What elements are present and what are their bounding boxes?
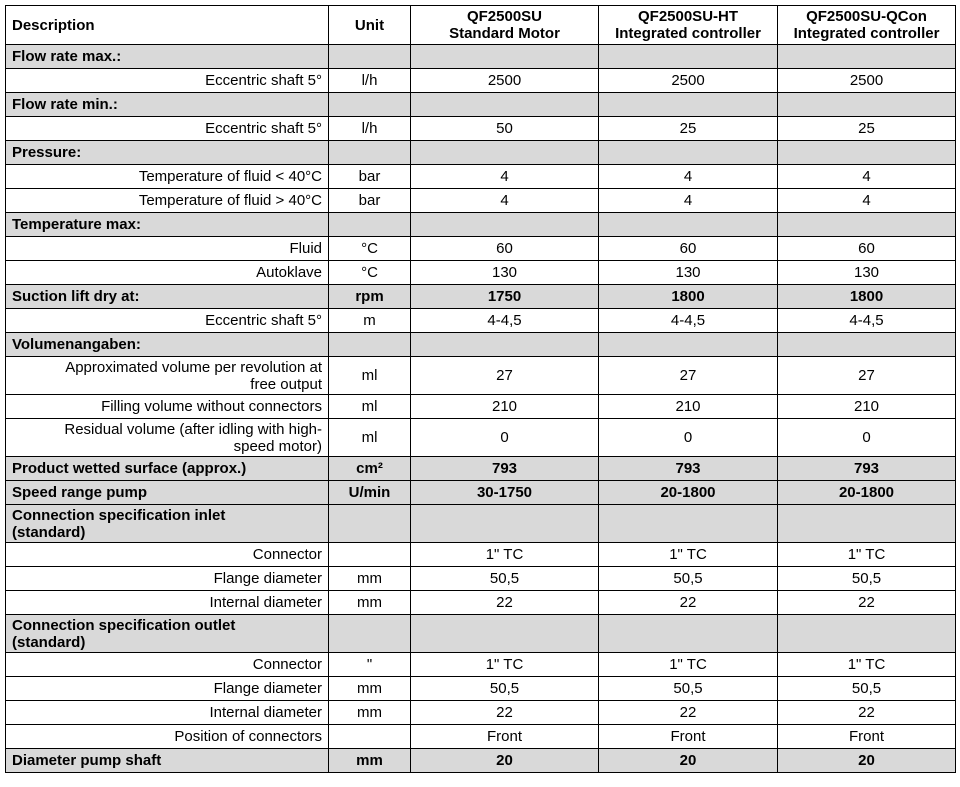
description-cell <box>6 457 329 481</box>
unit-cell <box>329 615 411 653</box>
description-cell <box>6 701 329 725</box>
description-cell <box>6 93 329 117</box>
unit-cell: mm <box>329 749 411 773</box>
description-cell <box>6 213 329 237</box>
value-cell-model-3 <box>778 141 956 165</box>
unit-cell: l/h <box>329 69 411 93</box>
description-cell <box>6 481 329 505</box>
model-name: QF2500SU-HT <box>637 8 739 25</box>
value-cell-model-3: 793 <box>778 457 956 481</box>
section-row <box>6 333 956 357</box>
value-cell-model-2: Front <box>599 725 778 749</box>
value-cell-model-1: 50,5 <box>411 567 599 591</box>
value-cell-model-2 <box>599 141 778 165</box>
unit-cell <box>329 333 411 357</box>
description-text: Approximated volume per revolution at <box>65 358 322 376</box>
value-cell-model-2 <box>599 93 778 117</box>
section-row <box>6 141 956 165</box>
section-row <box>6 615 956 653</box>
description-text: Eccentric shaft 5° <box>205 120 322 137</box>
value-cell-model-3: 0 <box>778 419 956 457</box>
unit-cell: " <box>329 653 411 677</box>
value-cell-model-2 <box>599 45 778 69</box>
description-cell <box>6 45 329 69</box>
unit-cell <box>329 725 411 749</box>
value-cell-model-3: Front <box>778 725 956 749</box>
value-cell-model-1: 4 <box>411 165 599 189</box>
value-cell-model-2: 130 <box>599 261 778 285</box>
value-cell-model-2: 22 <box>599 701 778 725</box>
unit-cell: bar <box>329 165 411 189</box>
unit-cell: U/min <box>329 481 411 505</box>
description-text: Connection specification inlet <box>12 506 226 524</box>
value-cell-model-3 <box>778 45 956 69</box>
model-variant: Integrated controller <box>615 25 761 42</box>
header-row <box>6 6 956 45</box>
value-cell-model-3 <box>778 615 956 653</box>
table-row <box>6 237 956 261</box>
value-cell-model-1: 1" TC <box>411 653 599 677</box>
value-cell-model-1 <box>411 615 599 653</box>
description-cell <box>6 141 329 165</box>
description-text: Connector <box>252 546 322 563</box>
value-cell-model-3: 50,5 <box>778 567 956 591</box>
unit-cell: l/h <box>329 117 411 141</box>
value-cell-model-3 <box>778 213 956 237</box>
section-row <box>6 481 956 505</box>
description-text: Temperature of fluid > 40°C <box>138 192 322 209</box>
table-row <box>6 117 956 141</box>
value-cell-model-1: 1750 <box>411 285 599 309</box>
section-row <box>6 213 956 237</box>
value-cell-model-2: 0 <box>599 419 778 457</box>
value-cell-model-1: 60 <box>411 237 599 261</box>
value-cell-model-3 <box>778 93 956 117</box>
description-text: free output <box>250 375 322 393</box>
section-row <box>6 285 956 309</box>
description-text: Residual volume (after idling with high- <box>64 420 322 438</box>
description-cell <box>6 615 329 653</box>
unit-cell: °C <box>329 261 411 285</box>
unit-cell: bar <box>329 189 411 213</box>
description-text: Diameter pump shaft <box>12 752 162 769</box>
description-cell <box>6 117 329 141</box>
description-cell <box>6 309 329 333</box>
value-cell-model-1: 22 <box>411 591 599 615</box>
description-cell <box>6 357 329 395</box>
unit-cell: ml <box>329 395 411 419</box>
description-text: Suction lift dry at: <box>12 288 140 305</box>
value-cell-model-2 <box>599 615 778 653</box>
description-cell <box>6 653 329 677</box>
value-cell-model-3: 25 <box>778 117 956 141</box>
value-cell-model-3: 50,5 <box>778 677 956 701</box>
description-cell <box>6 505 329 543</box>
value-cell-model-1: 27 <box>411 357 599 395</box>
description-text: Internal diameter <box>209 704 322 721</box>
description-text: Eccentric shaft 5° <box>205 72 322 89</box>
value-cell-model-1: 1" TC <box>411 543 599 567</box>
value-cell-model-1: 4 <box>411 189 599 213</box>
value-cell-model-3: 20-1800 <box>778 481 956 505</box>
value-cell-model-2: 50,5 <box>599 677 778 701</box>
description-text: Flange diameter <box>213 570 322 587</box>
value-cell-model-2: 1" TC <box>599 653 778 677</box>
table-row <box>6 653 956 677</box>
value-cell-model-1: 793 <box>411 457 599 481</box>
unit-cell: ml <box>329 357 411 395</box>
value-cell-model-1: 0 <box>411 419 599 457</box>
description-text: speed motor) <box>233 437 322 455</box>
value-cell-model-1: 50 <box>411 117 599 141</box>
description-text: Volumenangaben: <box>12 336 141 353</box>
table-row <box>6 395 956 419</box>
value-cell-model-3: 4 <box>778 189 956 213</box>
table-row <box>6 69 956 93</box>
description-cell <box>6 749 329 773</box>
section-row <box>6 45 956 69</box>
description-text: Flange diameter <box>213 680 322 697</box>
section-row <box>6 749 956 773</box>
table-row <box>6 567 956 591</box>
description-cell <box>6 591 329 615</box>
value-cell-model-2: 1" TC <box>599 543 778 567</box>
value-cell-model-1 <box>411 141 599 165</box>
value-cell-model-2: 22 <box>599 591 778 615</box>
unit-cell <box>329 543 411 567</box>
description-text: Temperature max: <box>12 216 141 233</box>
unit-cell: rpm <box>329 285 411 309</box>
value-cell-model-1: 130 <box>411 261 599 285</box>
description-text: Fluid <box>289 240 322 257</box>
value-cell-model-2: 20-1800 <box>599 481 778 505</box>
unit-cell: m <box>329 309 411 333</box>
description-text: Filling volume without connectors <box>101 398 322 415</box>
unit-cell: mm <box>329 677 411 701</box>
description-cell <box>6 419 329 457</box>
description-text: Autoklave <box>256 264 322 281</box>
value-cell-model-3: 22 <box>778 701 956 725</box>
description-cell <box>6 543 329 567</box>
description-text: Flow rate max.: <box>12 48 122 65</box>
unit-cell <box>329 213 411 237</box>
value-cell-model-1 <box>411 93 599 117</box>
section-row <box>6 505 956 543</box>
value-cell-model-3: 60 <box>778 237 956 261</box>
value-cell-model-1 <box>411 213 599 237</box>
value-cell-model-1: Front <box>411 725 599 749</box>
value-cell-model-1: 22 <box>411 701 599 725</box>
header-model-2 <box>599 6 778 45</box>
section-row <box>6 457 956 481</box>
description-cell <box>6 725 329 749</box>
value-cell-model-1 <box>411 333 599 357</box>
section-row <box>6 93 956 117</box>
value-cell-model-3: 1" TC <box>778 653 956 677</box>
spec-body <box>6 45 956 773</box>
value-cell-model-2 <box>599 333 778 357</box>
description-text: Speed range pump <box>12 484 148 501</box>
value-cell-model-3 <box>778 505 956 543</box>
model-name: QF2500SU <box>466 8 543 25</box>
description-text: Internal diameter <box>209 594 322 611</box>
value-cell-model-2: 210 <box>599 395 778 419</box>
description-cell <box>6 395 329 419</box>
value-cell-model-3: 1" TC <box>778 543 956 567</box>
table-row <box>6 357 956 395</box>
table-row <box>6 309 956 333</box>
model-variant: Integrated controller <box>793 25 940 42</box>
model-variant: Standard Motor <box>449 25 560 42</box>
table-row <box>6 261 956 285</box>
description-text: (standard) <box>12 633 86 651</box>
description-text: Pressure: <box>12 144 82 161</box>
table-row <box>6 419 956 457</box>
description-text: Product wetted surface (approx.) <box>12 460 247 477</box>
description-text: Temperature of fluid < 40°C <box>138 168 322 185</box>
value-cell-model-1: 20 <box>411 749 599 773</box>
description-cell <box>6 677 329 701</box>
spec-table <box>5 5 956 773</box>
description-cell <box>6 285 329 309</box>
value-cell-model-2: 4 <box>599 189 778 213</box>
value-cell-model-1: 30-1750 <box>411 481 599 505</box>
unit-cell <box>329 45 411 69</box>
value-cell-model-2: 1800 <box>599 285 778 309</box>
description-text: Connector <box>252 656 322 673</box>
value-cell-model-3: 2500 <box>778 69 956 93</box>
unit-cell: °C <box>329 237 411 261</box>
value-cell-model-3 <box>778 333 956 357</box>
value-cell-model-3: 4-4,5 <box>778 309 956 333</box>
table-row <box>6 677 956 701</box>
value-cell-model-1: 4-4,5 <box>411 309 599 333</box>
value-cell-model-2: 60 <box>599 237 778 261</box>
value-cell-model-2 <box>599 505 778 543</box>
header-model-3 <box>778 6 956 45</box>
description-text: Connection specification outlet <box>12 616 236 634</box>
description-cell <box>6 189 329 213</box>
table-row <box>6 165 956 189</box>
value-cell-model-2: 2500 <box>599 69 778 93</box>
unit-cell <box>329 141 411 165</box>
value-cell-model-1 <box>411 45 599 69</box>
value-cell-model-1: 2500 <box>411 69 599 93</box>
value-cell-model-3: 4 <box>778 165 956 189</box>
value-cell-model-1 <box>411 505 599 543</box>
table-row <box>6 725 956 749</box>
description-text: Eccentric shaft 5° <box>205 312 322 329</box>
table-row <box>6 591 956 615</box>
value-cell-model-3: 27 <box>778 357 956 395</box>
unit-cell <box>329 505 411 543</box>
header-model-1 <box>411 6 599 45</box>
description-text: Position of connectors <box>174 728 322 745</box>
description-text: Flow rate min.: <box>12 96 118 113</box>
value-cell-model-2 <box>599 213 778 237</box>
value-cell-model-2: 793 <box>599 457 778 481</box>
description-cell <box>6 69 329 93</box>
description-cell <box>6 165 329 189</box>
description-cell <box>6 261 329 285</box>
value-cell-model-3: 22 <box>778 591 956 615</box>
unit-cell: cm² <box>329 457 411 481</box>
unit-cell <box>329 93 411 117</box>
description-cell <box>6 237 329 261</box>
table-row <box>6 543 956 567</box>
header-description: Description <box>6 6 329 45</box>
value-cell-model-3: 1800 <box>778 285 956 309</box>
value-cell-model-3: 210 <box>778 395 956 419</box>
value-cell-model-2: 4 <box>599 165 778 189</box>
unit-cell: mm <box>329 591 411 615</box>
value-cell-model-2: 25 <box>599 117 778 141</box>
table-row <box>6 189 956 213</box>
value-cell-model-3: 20 <box>778 749 956 773</box>
table-row <box>6 701 956 725</box>
value-cell-model-2: 20 <box>599 749 778 773</box>
model-name: QF2500SU-QCon <box>806 8 927 25</box>
unit-cell: mm <box>329 567 411 591</box>
value-cell-model-2: 27 <box>599 357 778 395</box>
unit-cell: mm <box>329 701 411 725</box>
value-cell-model-2: 4-4,5 <box>599 309 778 333</box>
value-cell-model-2: 50,5 <box>599 567 778 591</box>
value-cell-model-1: 50,5 <box>411 677 599 701</box>
description-cell <box>6 567 329 591</box>
unit-cell: ml <box>329 419 411 457</box>
description-text: (standard) <box>12 523 86 541</box>
description-cell <box>6 333 329 357</box>
value-cell-model-1: 210 <box>411 395 599 419</box>
header-unit: Unit <box>329 6 411 45</box>
value-cell-model-3: 130 <box>778 261 956 285</box>
